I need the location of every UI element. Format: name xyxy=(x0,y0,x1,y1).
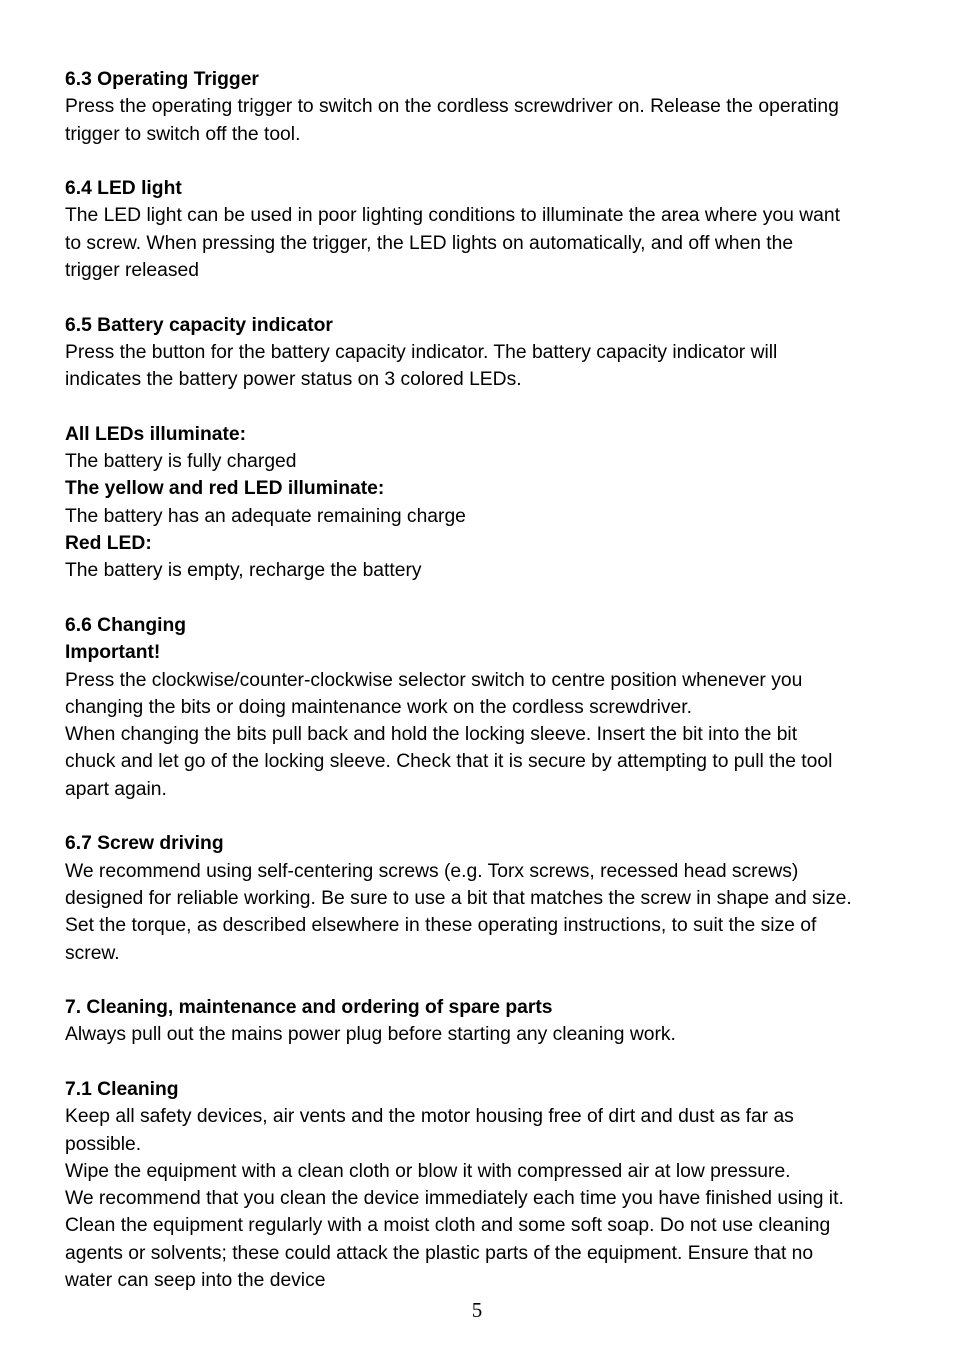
spacer xyxy=(65,967,905,994)
paragraph-line: The LED light can be used in poor lighting conditions to illuminate the area where you want xyxy=(65,205,840,227)
paragraph-line: Set the torque, as described elsewhere in these operating instructions, to suit the size of xyxy=(65,915,817,937)
led-all-label: All LEDs illuminate: xyxy=(65,423,247,445)
section-7 xyxy=(65,994,905,1049)
section-heading: 6.4 LED light xyxy=(65,178,182,200)
paragraph-line: Keep all safety devices, air vents and the motor housing free of dirt and dust as far as xyxy=(65,1106,794,1128)
section-heading: 6.6 Changing xyxy=(65,614,187,636)
led-red-text: The battery is empty, recharge the battery xyxy=(65,560,422,582)
section-6-6 xyxy=(65,612,905,803)
paragraph-line: Clean the equipment regularly with a moist cloth and some soft soap. Do not use cleaning xyxy=(65,1215,831,1237)
section-heading: 7.1 Cleaning xyxy=(65,1078,179,1100)
paragraph-line: Press the operating trigger to switch on the cordless screwdriver on. Release the operating xyxy=(65,96,839,118)
paragraph-line: Press the clockwise/counter-clockwise selector switch to centre position whenever you xyxy=(65,669,803,691)
document-page xyxy=(65,66,905,1294)
paragraph-line: indicates the battery power status on 3 colored LEDs. xyxy=(65,369,522,391)
spacer xyxy=(65,394,905,421)
led-all-text: The battery is fully charged xyxy=(65,451,297,473)
section-6-3 xyxy=(65,66,905,148)
paragraph-line: water can seep into the device xyxy=(65,1270,326,1292)
paragraph-line: trigger to switch off the tool. xyxy=(65,123,301,145)
led-yellow-red-text: The battery has an adequate remaining charge xyxy=(65,505,466,527)
paragraph-line: screw. xyxy=(65,942,120,964)
section-6-7 xyxy=(65,830,905,966)
paragraph-line: changing the bits or doing maintenance work on the cordless screwdriver. xyxy=(65,696,692,718)
paragraph-line: We recommend that you clean the device immediately each time you have finished using it. xyxy=(65,1188,844,1210)
section-heading: 7. Cleaning, maintenance and ordering of spare parts xyxy=(65,997,553,1019)
paragraph-line: Always pull out the mains power plug before starting any cleaning work. xyxy=(65,1024,676,1046)
spacer xyxy=(65,148,905,175)
paragraph-line: to screw. When pressing the trigger, the LED lights on automatically, and off when the xyxy=(65,232,794,254)
led-red-label: Red LED: xyxy=(65,533,152,555)
paragraph-line: Press the button for the battery capacity indicator. The battery capacity indicator will xyxy=(65,341,778,363)
paragraph-line: chuck and let go of the locking sleeve. Check that it is secure by attempting to pull the tool xyxy=(65,751,833,773)
paragraph-line: We recommend using self-centering screws (e.g. Torx screws, recessed head screws) xyxy=(65,860,799,882)
section-7-1 xyxy=(65,1076,905,1294)
section-heading: 6.3 Operating Trigger xyxy=(65,69,259,90)
paragraph-line: agents or solvents; these could attack the plastic parts of the equipment. Ensure that no xyxy=(65,1242,814,1264)
section-6-4 xyxy=(65,175,905,284)
section-6-5 xyxy=(65,312,905,394)
paragraph-line: When changing the bits pull back and hold the locking sleeve. Insert the bit into the bit xyxy=(65,724,798,746)
spacer xyxy=(65,803,905,830)
paragraph-line: apart again. xyxy=(65,778,167,800)
paragraph-line: trigger released xyxy=(65,260,199,282)
spacer xyxy=(65,1049,905,1076)
paragraph-line: Wipe the equipment with a clean cloth or blow it with compressed air at low pressure. xyxy=(65,1160,791,1182)
spacer xyxy=(65,585,905,612)
section-heading: 6.7 Screw driving xyxy=(65,833,224,855)
led-yellow-red-label: The yellow and red LED illuminate: xyxy=(65,478,385,500)
paragraph-line: designed for reliable working. Be sure to use a bit that matches the screw in shape and size. xyxy=(65,887,852,909)
section-heading: 6.5 Battery capacity indicator xyxy=(65,314,333,336)
paragraph-line: possible. xyxy=(65,1133,142,1155)
spacer xyxy=(65,284,905,311)
page-number: 5 xyxy=(471,1298,483,1322)
important-label: Important! xyxy=(65,642,161,664)
led-status-list xyxy=(65,421,905,585)
